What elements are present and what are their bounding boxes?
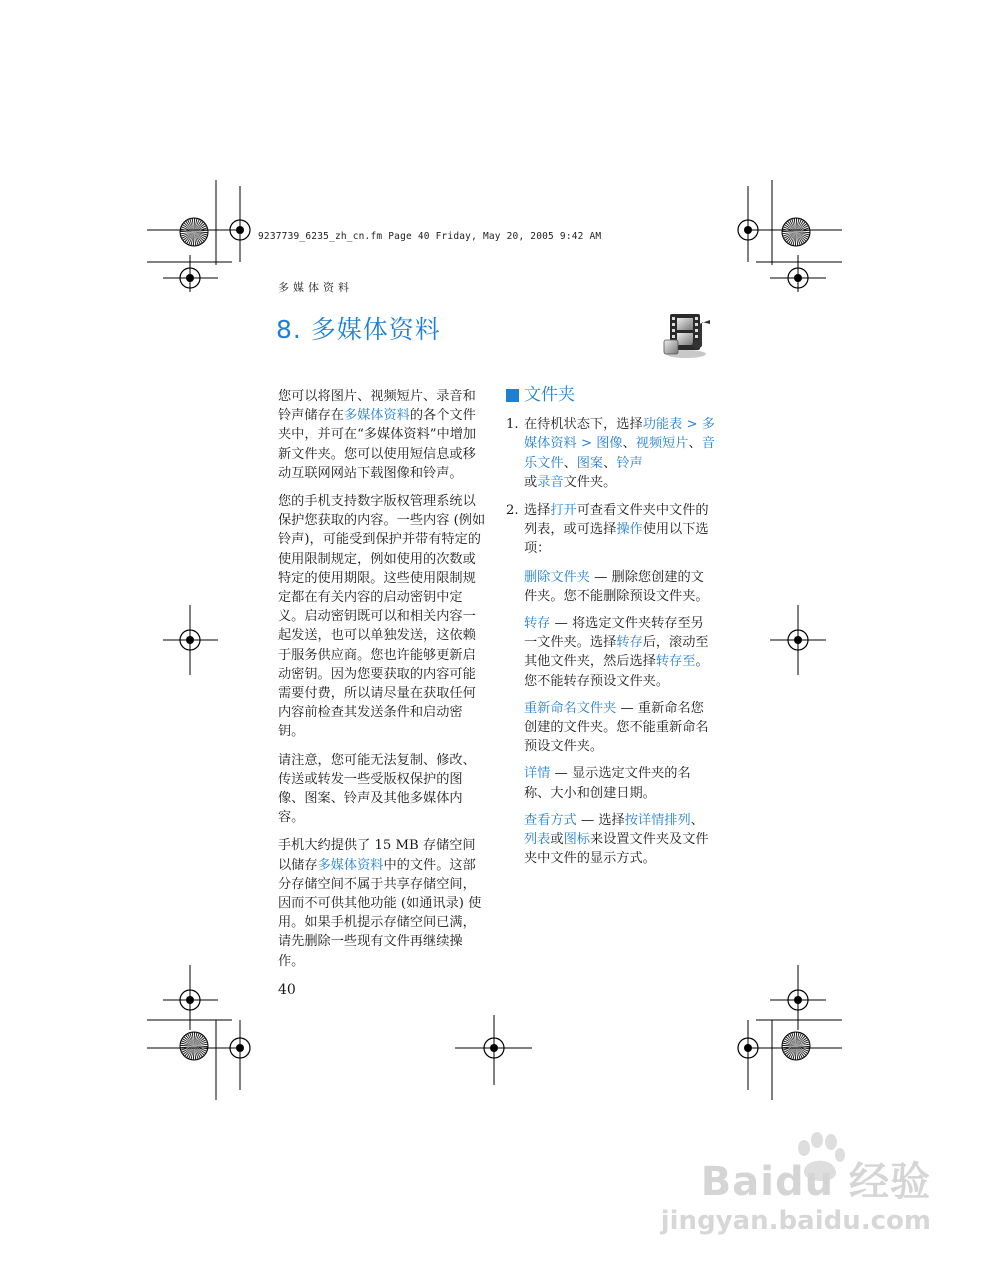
video-clips-link[interactable]: 视频短片 — [635, 436, 689, 452]
section-heading: 文件夹 — [506, 386, 716, 405]
registration-dot-icon — [236, 1044, 244, 1052]
copyright-paragraph: 请注意，您可能无法复制、修改、传送或转发一些受版权保护的图像、图案、铃声及其他多媒体内容。 — [278, 752, 476, 826]
registration-starburst-icon — [782, 1032, 810, 1060]
registration-dot-icon — [794, 996, 802, 1004]
registration-starburst-icon — [180, 218, 208, 246]
graphics-link[interactable]: 图案 — [576, 455, 604, 471]
registration-dot-icon — [490, 1044, 498, 1052]
registration-dot-icon — [186, 636, 194, 644]
registration-starburst-icon — [180, 1032, 208, 1060]
registration-dot-icon — [794, 636, 802, 644]
registration-starburst-icon — [782, 218, 810, 246]
tones-link[interactable]: 铃声 — [616, 455, 643, 471]
right-column — [506, 386, 716, 876]
step-1: 1. 在待机状态下，选择功能表 > 多媒体资料 > 图像、视频短片、音乐文件、图案、铃声 或录音文件夹。 — [506, 417, 715, 490]
watermark-brand: Baidu 经验 — [700, 1159, 931, 1205]
option-details: 详情 — 显示选定文件夹的名称、大小和创建日期。 — [524, 766, 691, 801]
watermark-url: jingyan.baidu.com — [660, 1206, 931, 1236]
music-files-link[interactable]: 音乐文件 — [524, 436, 715, 471]
step-2: 2. 选择打开可查看文件夹中文件的列表，或可选择操作使用以下选项： — [506, 503, 709, 557]
chapter-title: 8. 多媒体资料 — [276, 315, 441, 344]
registration-dot-icon — [236, 226, 244, 234]
option-move: 转存 — 将选定文件夹转存至另一文件夹。选择转存后，滚动至其他文件夹，然后选择转存至。您不能转存预设文件夹。 — [524, 616, 709, 689]
print-file-info: 9237739_6235_zh_cn.fm Page 40 Friday, May 20, 2005 9:42 AM — [258, 231, 602, 242]
option-rename-folder: 重新命名文件夹 — 重新命名您创建的文件夹。您不能重新命名预设文件夹。 — [524, 700, 709, 755]
multimedia-film-music-icon — [662, 310, 714, 360]
options-link[interactable]: 操作 — [616, 522, 643, 538]
registration-dot-icon — [186, 996, 194, 1004]
option-view-by: 查看方式 — 选择按详情排列、列表或图标来设置文件夹及文件夹中文件的显示方式。 — [524, 812, 709, 867]
drm-paragraph: 您的手机支持数字版权管理系统以保护您获取的内容。一些内容 (例如铃声)，可能受到保护并带有特定的使用限制规定，例如使用的次数或特定的使用期限。这些使用限制规定都在有关内容的启动密钥中定义。启动密钥既可以和相关内容一起发送，也可以单独发送，这依赖于服务供应商。您也许能够更新启动密钥。因为您要获取的内容可能需要付费，所以请尽量在获取任何内容前检查其发送条件和启动密钥。 — [278, 494, 486, 740]
recordings-link[interactable]: 录音 — [537, 474, 564, 490]
storage-paragraph: 手机大约提供了 15 MB 存储空间以储存多媒体资料中的文件。这部分存储空间不属于共享存储空间，因而不可供其他功能 (如通讯录) 使用。如果手机提示存储空间已满，请先删除一些现有文件再继续操作。 — [278, 838, 482, 969]
registration-dot-icon — [186, 274, 194, 282]
intro-paragraph: 您可以将图片、视频短片、录音和铃声储存在多媒体资料的各个文件夹中，并可在“多媒体资料”中增加新文件夹。您可以使用短信息或移动互联网网站下载图像和铃声。 — [278, 389, 477, 481]
registration-dot-icon — [744, 226, 752, 234]
images-link[interactable]: 图像 — [596, 436, 623, 452]
multimedia-link[interactable]: 多媒体资料 — [343, 408, 410, 424]
page-number: 40 — [278, 982, 296, 998]
registration-dot-icon — [744, 1044, 752, 1052]
option-delete-folder: 删除文件夹 — 删除您创建的文件夹。您不能删除预设文件夹。 — [524, 569, 709, 604]
open-link[interactable]: 打开 — [550, 503, 577, 519]
running-header: 多媒体资料 — [278, 281, 353, 294]
menu-link[interactable]: 功能表 — [642, 417, 683, 433]
left-column — [278, 387, 488, 980]
square-bullet-icon — [506, 389, 519, 402]
registration-dot-icon — [794, 274, 802, 282]
multimedia-link[interactable]: 多媒体资料 — [317, 857, 384, 873]
multimedia-link[interactable]: 多媒体资料 — [524, 417, 715, 452]
